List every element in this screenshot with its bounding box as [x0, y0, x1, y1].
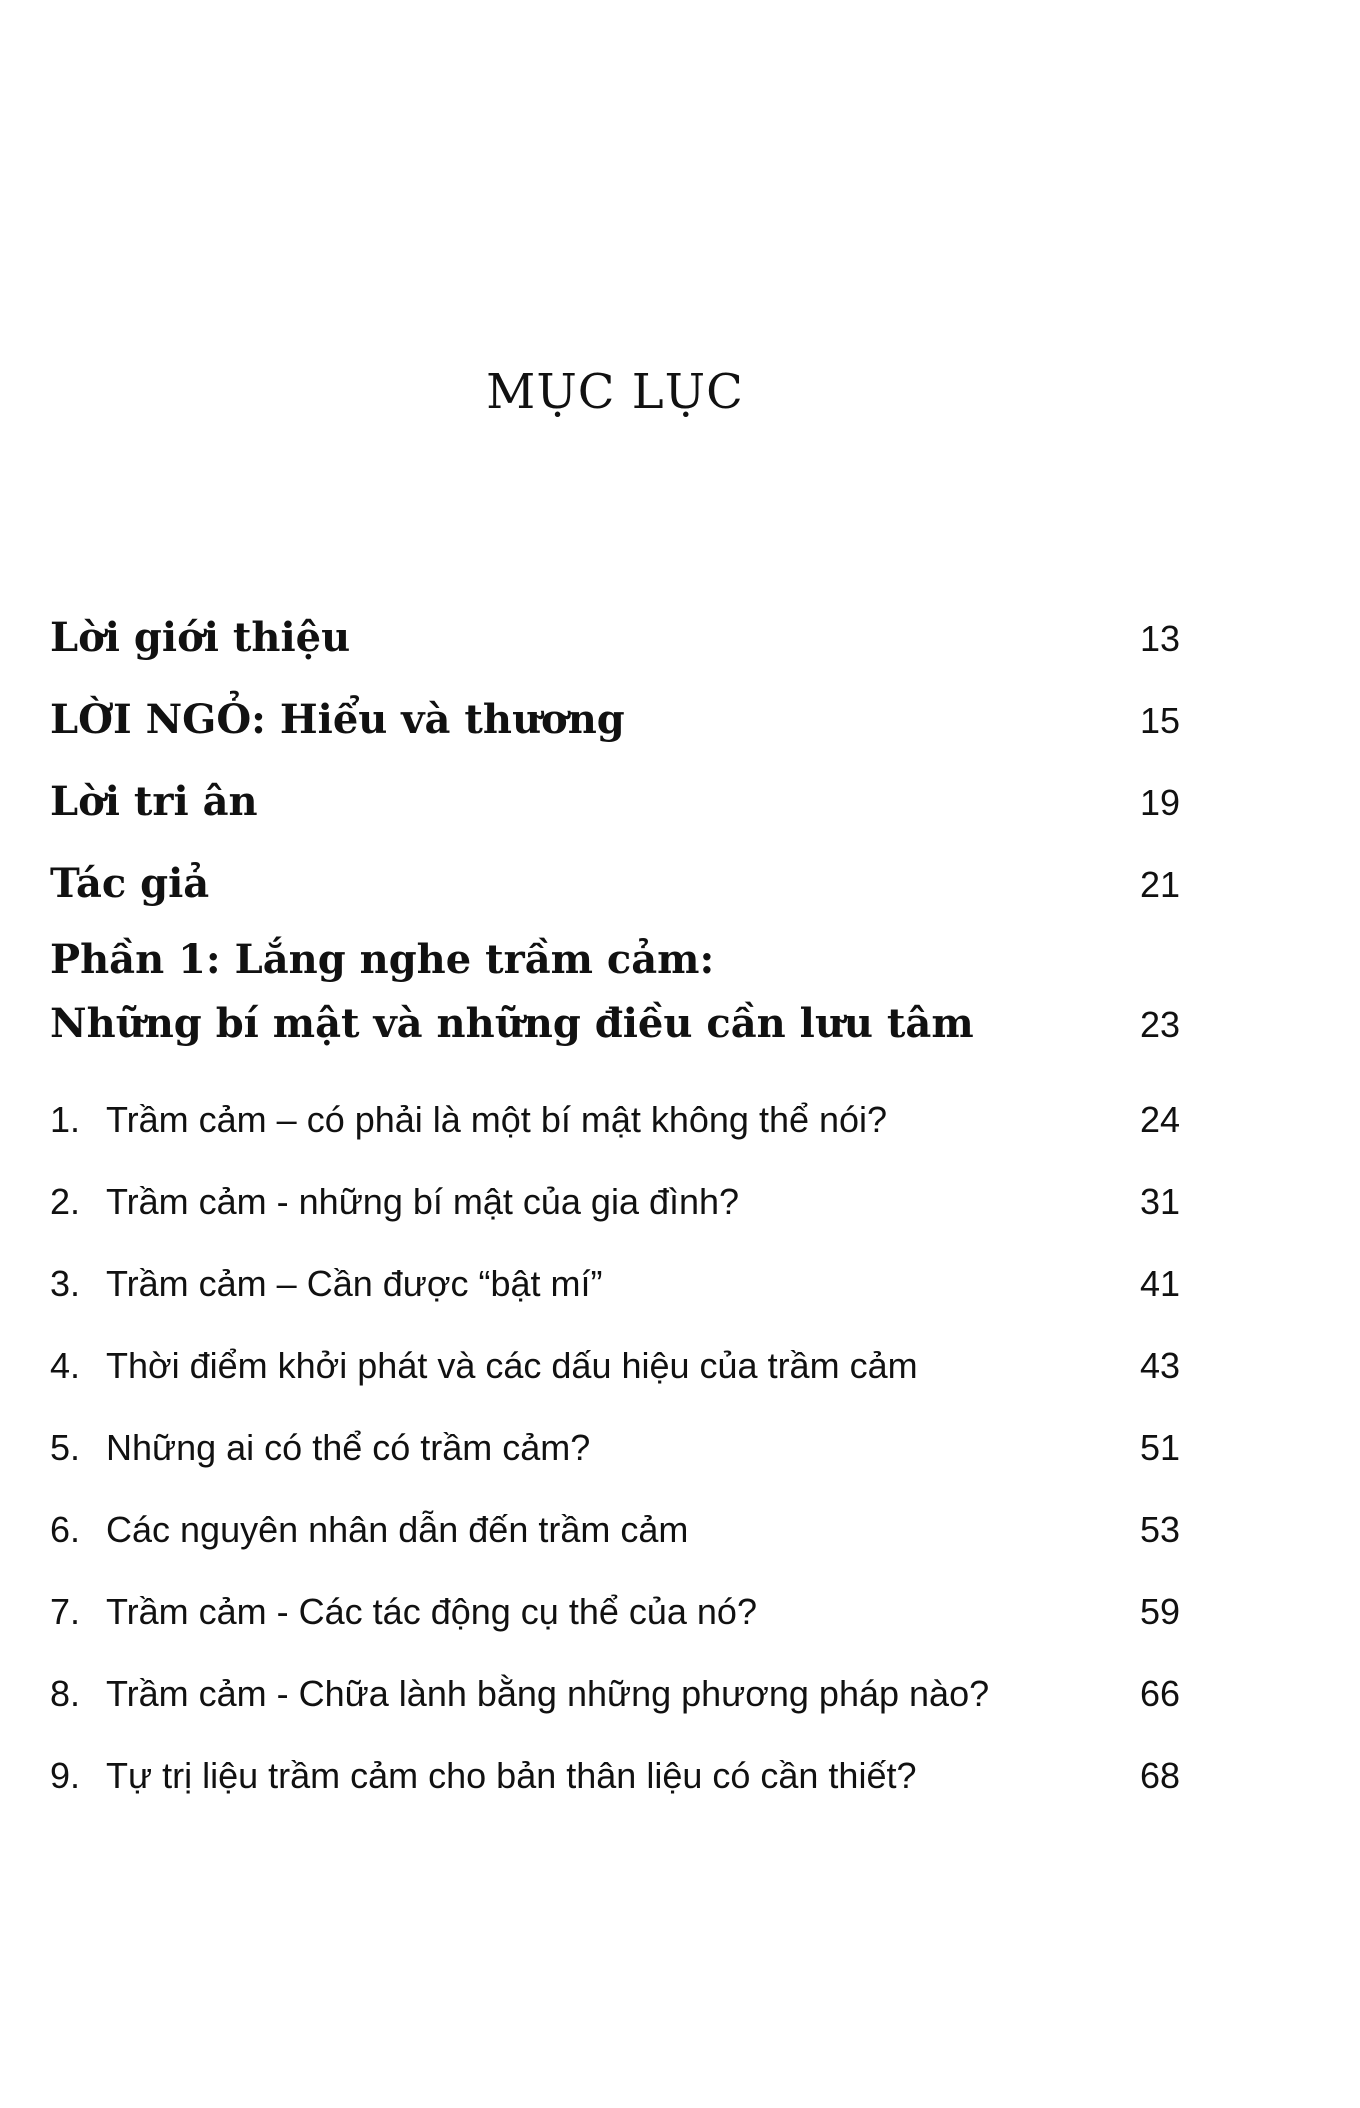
toc-chapter-1[interactable] [50, 1099, 1180, 1140]
toc-page-number: 13 [1139, 618, 1180, 659]
toc-page-number: 24 [1139, 1099, 1180, 1140]
toc-entry-label: LỜI NGỎ: Hiểu và thương [50, 696, 625, 743]
toc-chapter-3[interactable] [50, 1263, 1180, 1304]
chapter-number: 6. [50, 1509, 81, 1550]
toc-chapter-9[interactable] [50, 1755, 1180, 1796]
chapter-title: Tự trị liệu trầm cảm cho bản thân liệu có cần thiết? [106, 1755, 917, 1796]
toc-entry-label: Lời tri ân [50, 778, 258, 825]
chapter-title: Thời điểm khởi phát và các dấu hiệu của trầm cảm [106, 1345, 918, 1386]
part1-heading-line1: Phần 1: Lắng nghe trầm cảm: [50, 936, 715, 983]
toc-page-number: 68 [1139, 1755, 1180, 1796]
toc-page-number: 19 [1139, 782, 1180, 823]
toc-page-number: 66 [1139, 1673, 1180, 1714]
toc-entry-label: Tác giả [50, 860, 210, 907]
chapter-number: 1. [50, 1099, 81, 1140]
toc-page-number: 31 [1139, 1181, 1180, 1222]
toc-chapter-6[interactable] [50, 1509, 1180, 1550]
toc-entry-part1[interactable] [50, 1000, 1180, 1047]
chapter-number: 8. [50, 1673, 81, 1714]
chapter-number: 2. [50, 1181, 81, 1222]
chapter-title: Những ai có thể có trầm cảm? [106, 1427, 591, 1468]
toc-entry-loi-ngo[interactable] [50, 696, 1180, 743]
toc-page-number: 43 [1139, 1345, 1180, 1386]
chapter-title: Trầm cảm - Chữa lành bằng những phương pháp nào? [106, 1673, 990, 1714]
toc-page-number: 23 [1139, 1004, 1180, 1045]
toc-chapter-5[interactable] [50, 1427, 1180, 1468]
toc-entry-tac-gia[interactable] [50, 860, 1180, 907]
toc-chapter-8[interactable] [50, 1673, 1180, 1714]
toc-chapter-7[interactable] [50, 1591, 1180, 1632]
chapter-number: 9. [50, 1755, 81, 1796]
page-title: MỤC LỤC [486, 364, 744, 420]
chapter-title: Trầm cảm - những bí mật của gia đình? [106, 1181, 740, 1222]
chapter-title: Trầm cảm - Các tác động cụ thể của nó? [106, 1591, 757, 1632]
chapter-title: Trầm cảm – Cần được “bật mí” [106, 1263, 603, 1304]
chapter-title: Các nguyên nhân dẫn đến trầm cảm [106, 1509, 689, 1550]
toc-page-number: 59 [1139, 1591, 1180, 1632]
toc-entry-loi-gioi-thieu[interactable] [50, 614, 1180, 661]
toc-chapter-4[interactable] [50, 1345, 1180, 1386]
toc-page-number: 41 [1139, 1263, 1180, 1304]
toc-chapter-2[interactable] [50, 1181, 1180, 1222]
chapter-number: 4. [50, 1345, 81, 1386]
chapter-title: Trầm cảm – có phải là một bí mật không thể nói? [106, 1099, 888, 1140]
toc-entry-label: Lời giới thiệu [50, 614, 351, 661]
toc-page-number: 53 [1139, 1509, 1180, 1550]
part1-heading-line2: Những bí mật và những điều cần lưu tâm [50, 1000, 974, 1047]
toc-page-number: 51 [1139, 1427, 1180, 1468]
chapter-number: 3. [50, 1263, 81, 1304]
toc-page-number: 15 [1139, 700, 1180, 741]
chapter-number: 5. [50, 1427, 81, 1468]
toc-page-number: 21 [1139, 864, 1180, 905]
chapter-number: 7. [50, 1591, 81, 1632]
toc-entry-loi-tri-an[interactable] [50, 778, 1180, 825]
